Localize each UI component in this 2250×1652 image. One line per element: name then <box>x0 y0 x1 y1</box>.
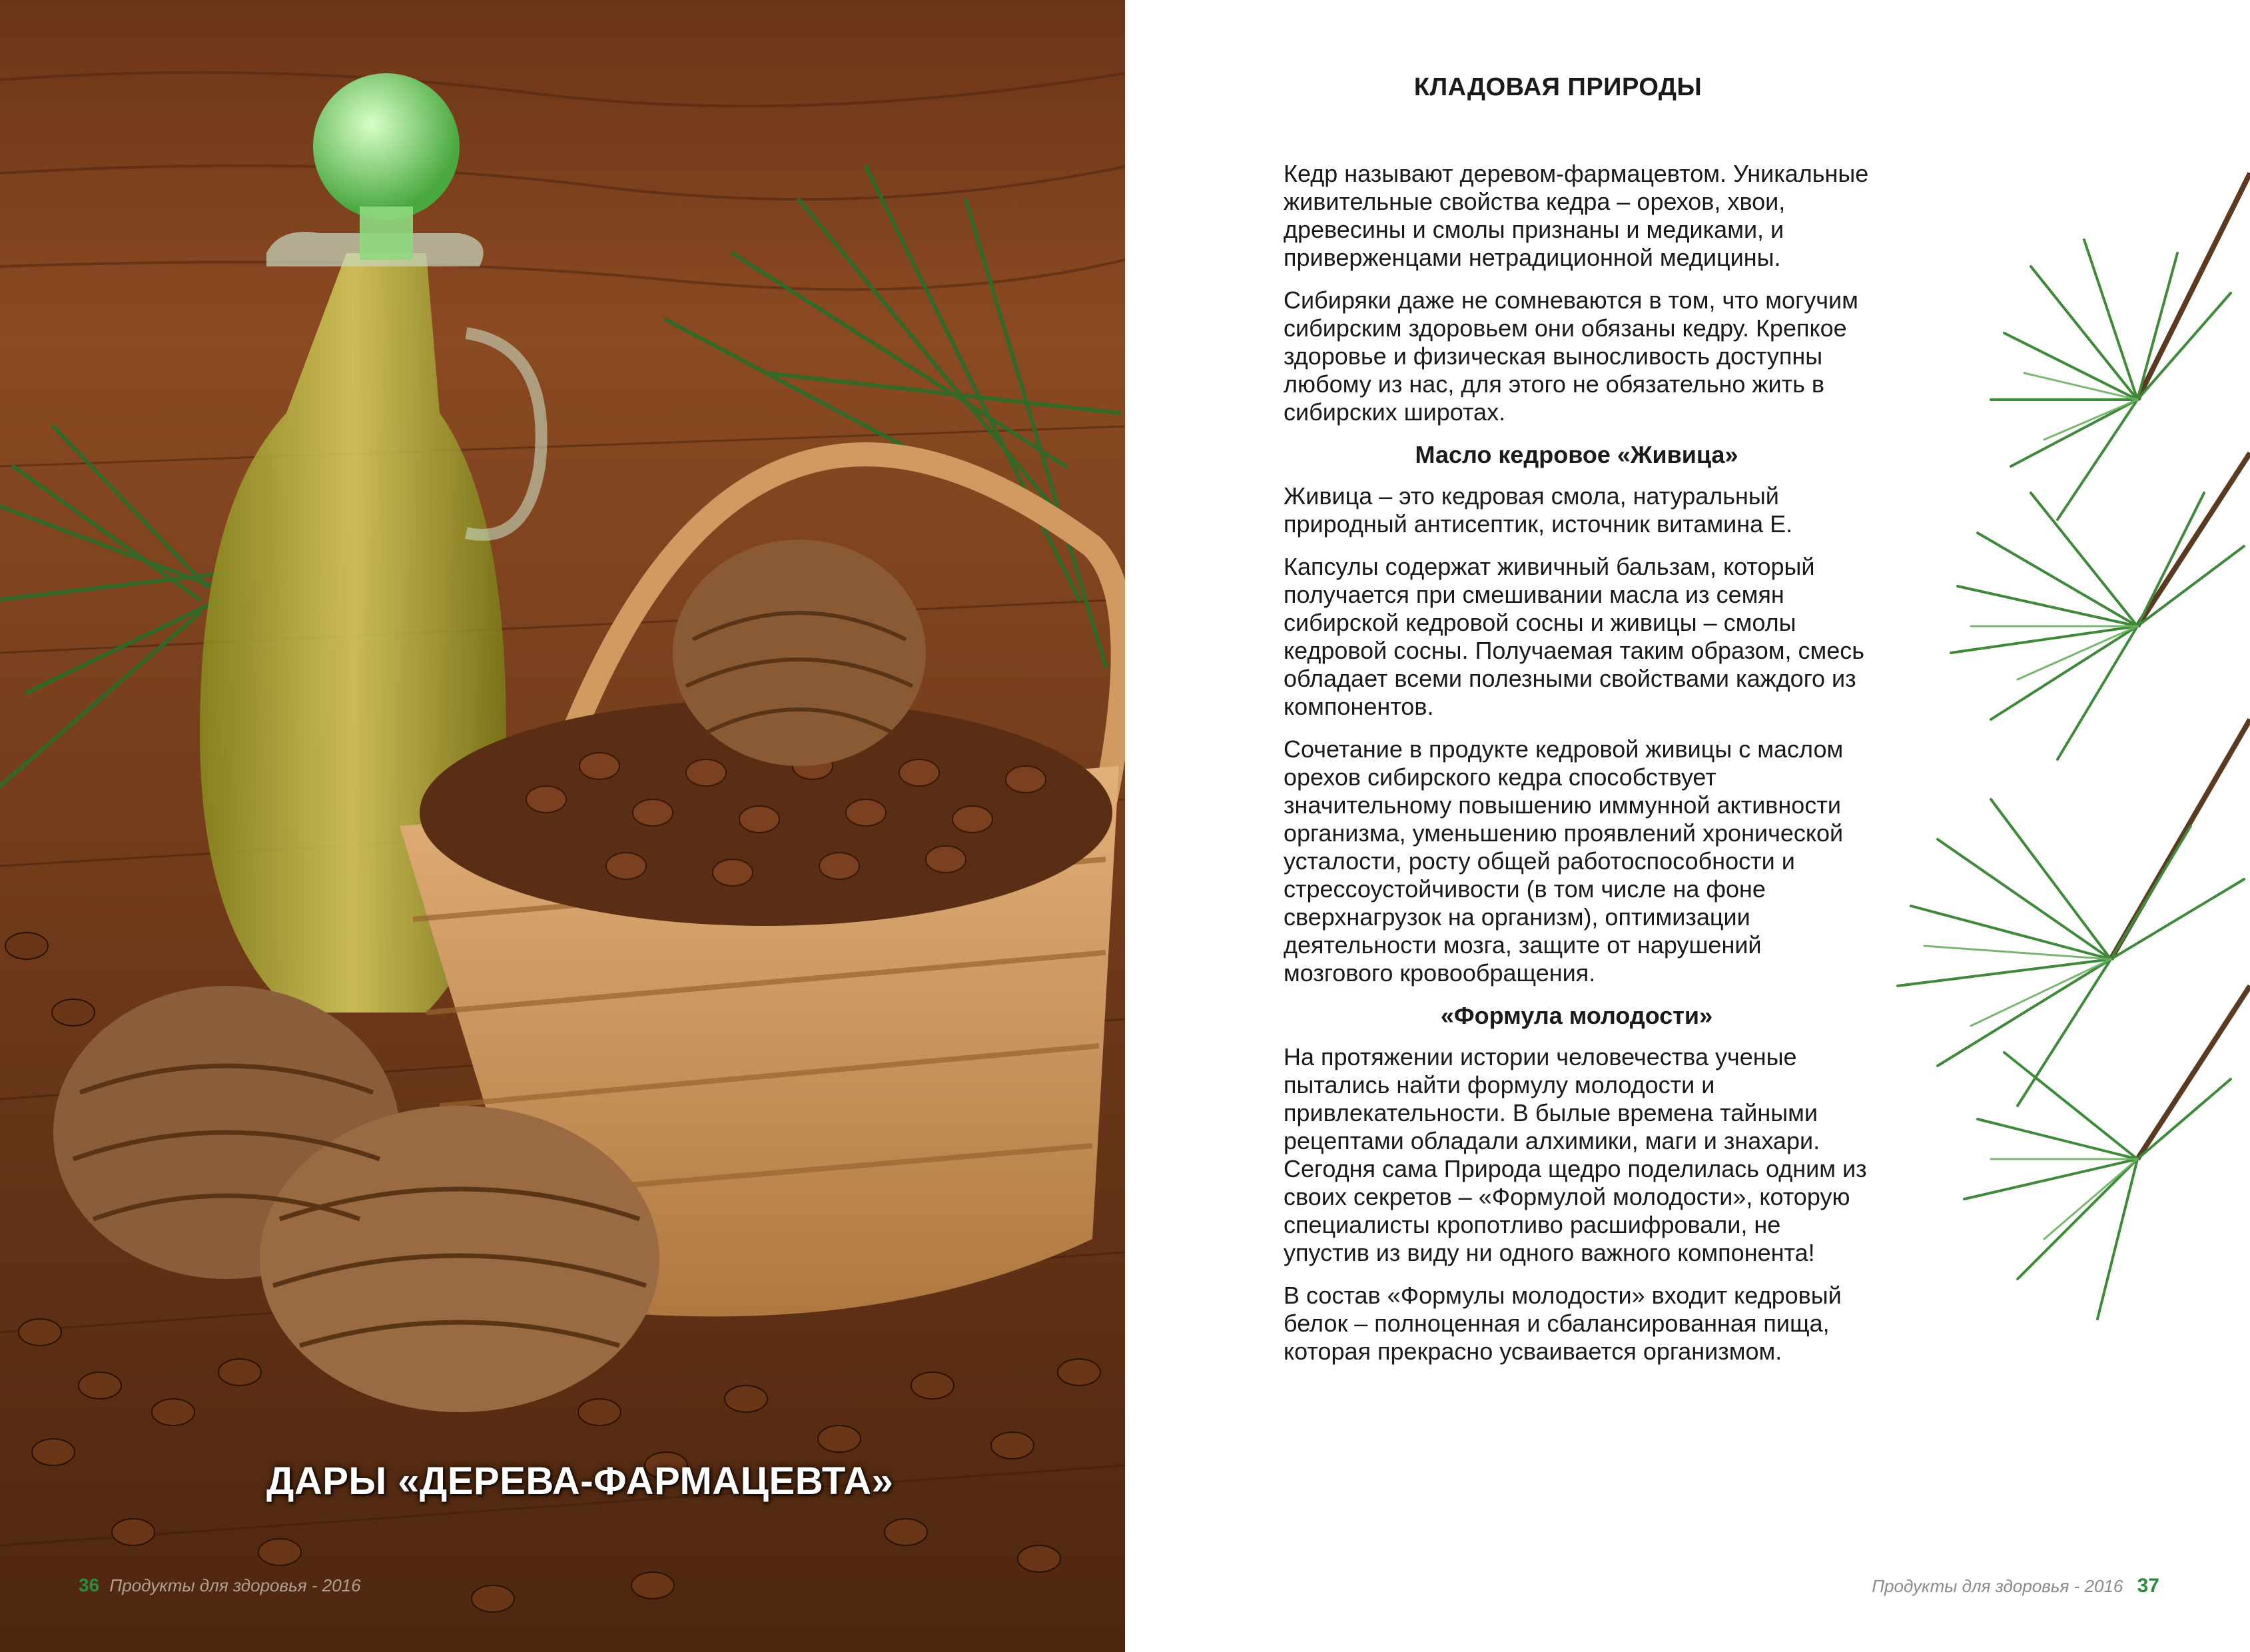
left-running-title: Продукты для здоровья - 2016 <box>109 1575 361 1595</box>
left-page-number: 36 <box>79 1575 100 1595</box>
paragraph: В состав «Формулы молодости» входит кедровый белок – полноценная и сбалансированная пища, которая прекрасно усваивается организмом. <box>1284 1282 1842 1365</box>
right-running-title: Продукты для здоровья - 2016 <box>1872 1576 2123 1596</box>
left-page-footer <box>79 1575 361 1596</box>
paragraph: Кедр называют деревом-фармацевтом. Уникальные живительные свойства кедра – орехов, хвои, древесины и смолы признаны и медиками, и приверженцами нетрадиционной медицины. <box>1284 160 1869 271</box>
paragraph: Капсулы содержат живичный бальзам, который получается при смешивании масла из семян сибирской кедровой сосны и живицы – смолы кедровой сосны. Получаемая таким образом, смесь обладает всеми полезными свойствами каждого из компонентов. <box>1284 553 1865 720</box>
right-page-number: 37 <box>2137 1575 2159 1597</box>
paragraph: Сибиряки даже не сомневаются в том, что могучим сибирским здоровьем они обязаны кедру. Крепкое здоровье и физическая выносливость доступны любому из нас, для этого не обязательно жить в сибирских широтах. <box>1284 286 1858 426</box>
subheading-formula: «Формула молодости» <box>1440 1002 1713 1029</box>
paragraph: Живица – это кедровая смола, натуральный природный антисептик, источник витамина Е. <box>1284 482 1793 538</box>
section-title: КЛАДОВАЯ ПРИРОДЫ <box>1413 73 1702 101</box>
photo-caption: ДАРЫ «ДЕРЕВА-ФАРМАЦЕВТА» <box>266 1459 894 1503</box>
paragraph: Сочетание в продукте кедровой живицы с маслом орехов сибирского кедра способствует значительному повышению иммунной активности организма, уменьшению проявлений хронической усталости, росту общей работоспособности и стрессоустойчивости (в том числе на фоне сверхнагрузок на организм), оптимизации деятельности мозга, защите от нарушений мозгового кровообращения. <box>1284 735 1844 987</box>
right-page <box>1125 0 2250 1652</box>
article-body <box>1284 160 1870 1380</box>
pine-branch-illustration <box>1858 120 2250 1366</box>
right-page-footer <box>1872 1575 2159 1597</box>
subheading-zhivitsa: Масло кедровое «Живица» <box>1415 441 1738 468</box>
paragraph: На протяжении истории человечества ученые пытались найти формулу молодости и привлекательности. В былые времена тайными рецептами обладали алхимики, маги и знахари. Сегодня сама Природа щедро поделилась одним из своих секретов – «Формулой молодости», которую специалисты кропотливо расшифровали, не упустив из виду ни одного важного компонента! <box>1284 1043 1867 1266</box>
